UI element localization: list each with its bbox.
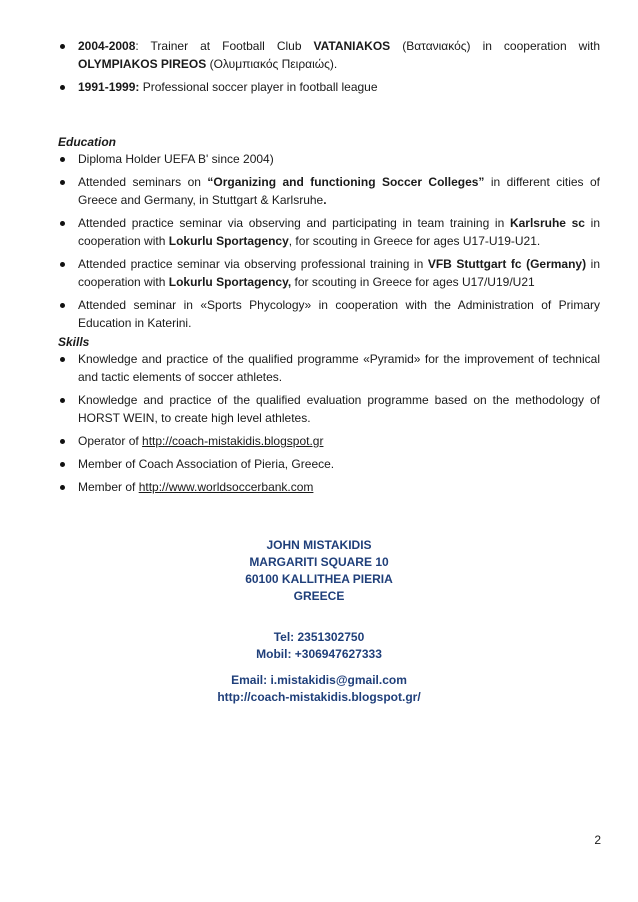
list-item	[58, 432, 600, 450]
education-list	[58, 150, 600, 337]
club-name: Karlsruhe sc	[509, 216, 585, 230]
contact-country: GREECE	[293, 589, 345, 603]
club-name: VFB Stuttgart fc (Germany)	[427, 257, 587, 271]
skill-text: Operator of	[78, 434, 143, 448]
education-text: in cooperation with	[78, 216, 600, 248]
agency-name: Lokurlu Sportagency	[168, 234, 289, 248]
career-list	[58, 37, 600, 101]
contact-email: Email: i.mistakidis@gmail.com	[231, 673, 407, 687]
list-item	[58, 37, 600, 73]
education-text: Attended practice seminar via observing professional training in	[78, 257, 428, 271]
list-item	[58, 455, 600, 473]
education-text: for scouting in Greece for ages U17/U19/U21	[291, 275, 535, 289]
list-item	[58, 478, 600, 496]
bullet-icon	[60, 398, 65, 403]
bullet-icon	[60, 357, 65, 362]
career-text: Professional soccer player in football league	[139, 80, 378, 94]
web-block	[0, 672, 638, 706]
skills-list	[58, 350, 600, 501]
career-years: 2004-2008	[78, 39, 136, 53]
list-item	[58, 150, 600, 168]
education-text: Attended practice seminar via observing and participating in team training in	[78, 216, 510, 230]
education-heading: Education	[58, 135, 117, 149]
skill-text: Member of	[78, 480, 139, 494]
bullet-icon	[60, 44, 65, 49]
contact-city: 60100 KALLITHEA PIERIA	[245, 572, 393, 586]
education-text: Attended seminar in «Sports Phycology» in cooperation with the Administration of Primary Education in Katerini.	[78, 298, 600, 330]
contact-website: http://coach-mistakidis.blogspot.gr/	[217, 690, 421, 704]
list-item	[58, 255, 600, 291]
worldsoccerbank-link[interactable]: http://www.worldsoccerbank.com	[138, 480, 314, 494]
address-block	[0, 537, 638, 605]
bullet-icon	[60, 157, 65, 162]
bullet-icon	[60, 85, 65, 90]
contact-tel: Tel: 2351302750	[273, 630, 365, 644]
education-text: , for scouting in Greece for ages U17-U19-U21.	[288, 234, 541, 248]
agency-name: Lokurlu Sportagency,	[168, 275, 292, 289]
career-text: : Trainer at Football Club	[135, 39, 314, 53]
blog-link[interactable]: http://coach-mistakidis.blogspot.gr	[142, 434, 324, 448]
education-text: Diploma Holder UEFA B' since 2004)	[78, 152, 274, 166]
education-text: .	[323, 193, 327, 207]
bullet-icon	[60, 485, 65, 490]
list-item	[58, 214, 600, 250]
bullet-icon	[60, 462, 65, 467]
club-name: VATANIAKOS	[313, 39, 391, 53]
career-text: (Βατανιακός) in cooperation with	[390, 39, 600, 53]
list-item	[58, 78, 600, 96]
list-item	[58, 350, 600, 386]
bullet-icon	[60, 439, 65, 444]
bullet-icon	[60, 262, 65, 267]
career-years: 1991-1999:	[78, 80, 140, 94]
bullet-icon	[60, 180, 65, 185]
education-text: in cooperation with	[78, 257, 600, 289]
skills-heading: Skills	[58, 335, 90, 349]
skill-text: Knowledge and practice of the qualified programme «Pyramid» for the improvement of technical and tactic elements of soccer athletes.	[78, 352, 600, 384]
education-text: Attended seminars on	[78, 175, 208, 189]
skill-text: Knowledge and practice of the qualified evaluation programme based on the methodology of HORST WEIN, to create high level athletes.	[78, 393, 600, 425]
list-item	[58, 391, 600, 427]
skill-text: Member of Coach Association of Pieria, Greece.	[78, 457, 335, 471]
bullet-icon	[60, 303, 65, 308]
contact-mobile: Mobil: +306947627333	[256, 647, 382, 661]
seminar-title: “Organizing and functioning Soccer Colleges”	[207, 175, 485, 189]
bullet-icon	[60, 221, 65, 226]
phone-block	[0, 629, 638, 663]
page-number: 2	[594, 833, 601, 847]
contact-name: JOHN MISTAKIDIS	[266, 538, 372, 552]
career-text: (Ολυμπιακός Πειραιώς).	[206, 57, 338, 71]
list-item	[58, 173, 600, 209]
contact-street: MARGARITI SQUARE 10	[249, 555, 389, 569]
partner-club-name: OLYMPIAKOS PIREOS	[78, 57, 207, 71]
list-item	[58, 296, 600, 332]
education-text: in different cities of Greece and Germany, in Stuttgart & Karlsruhe	[78, 175, 600, 207]
